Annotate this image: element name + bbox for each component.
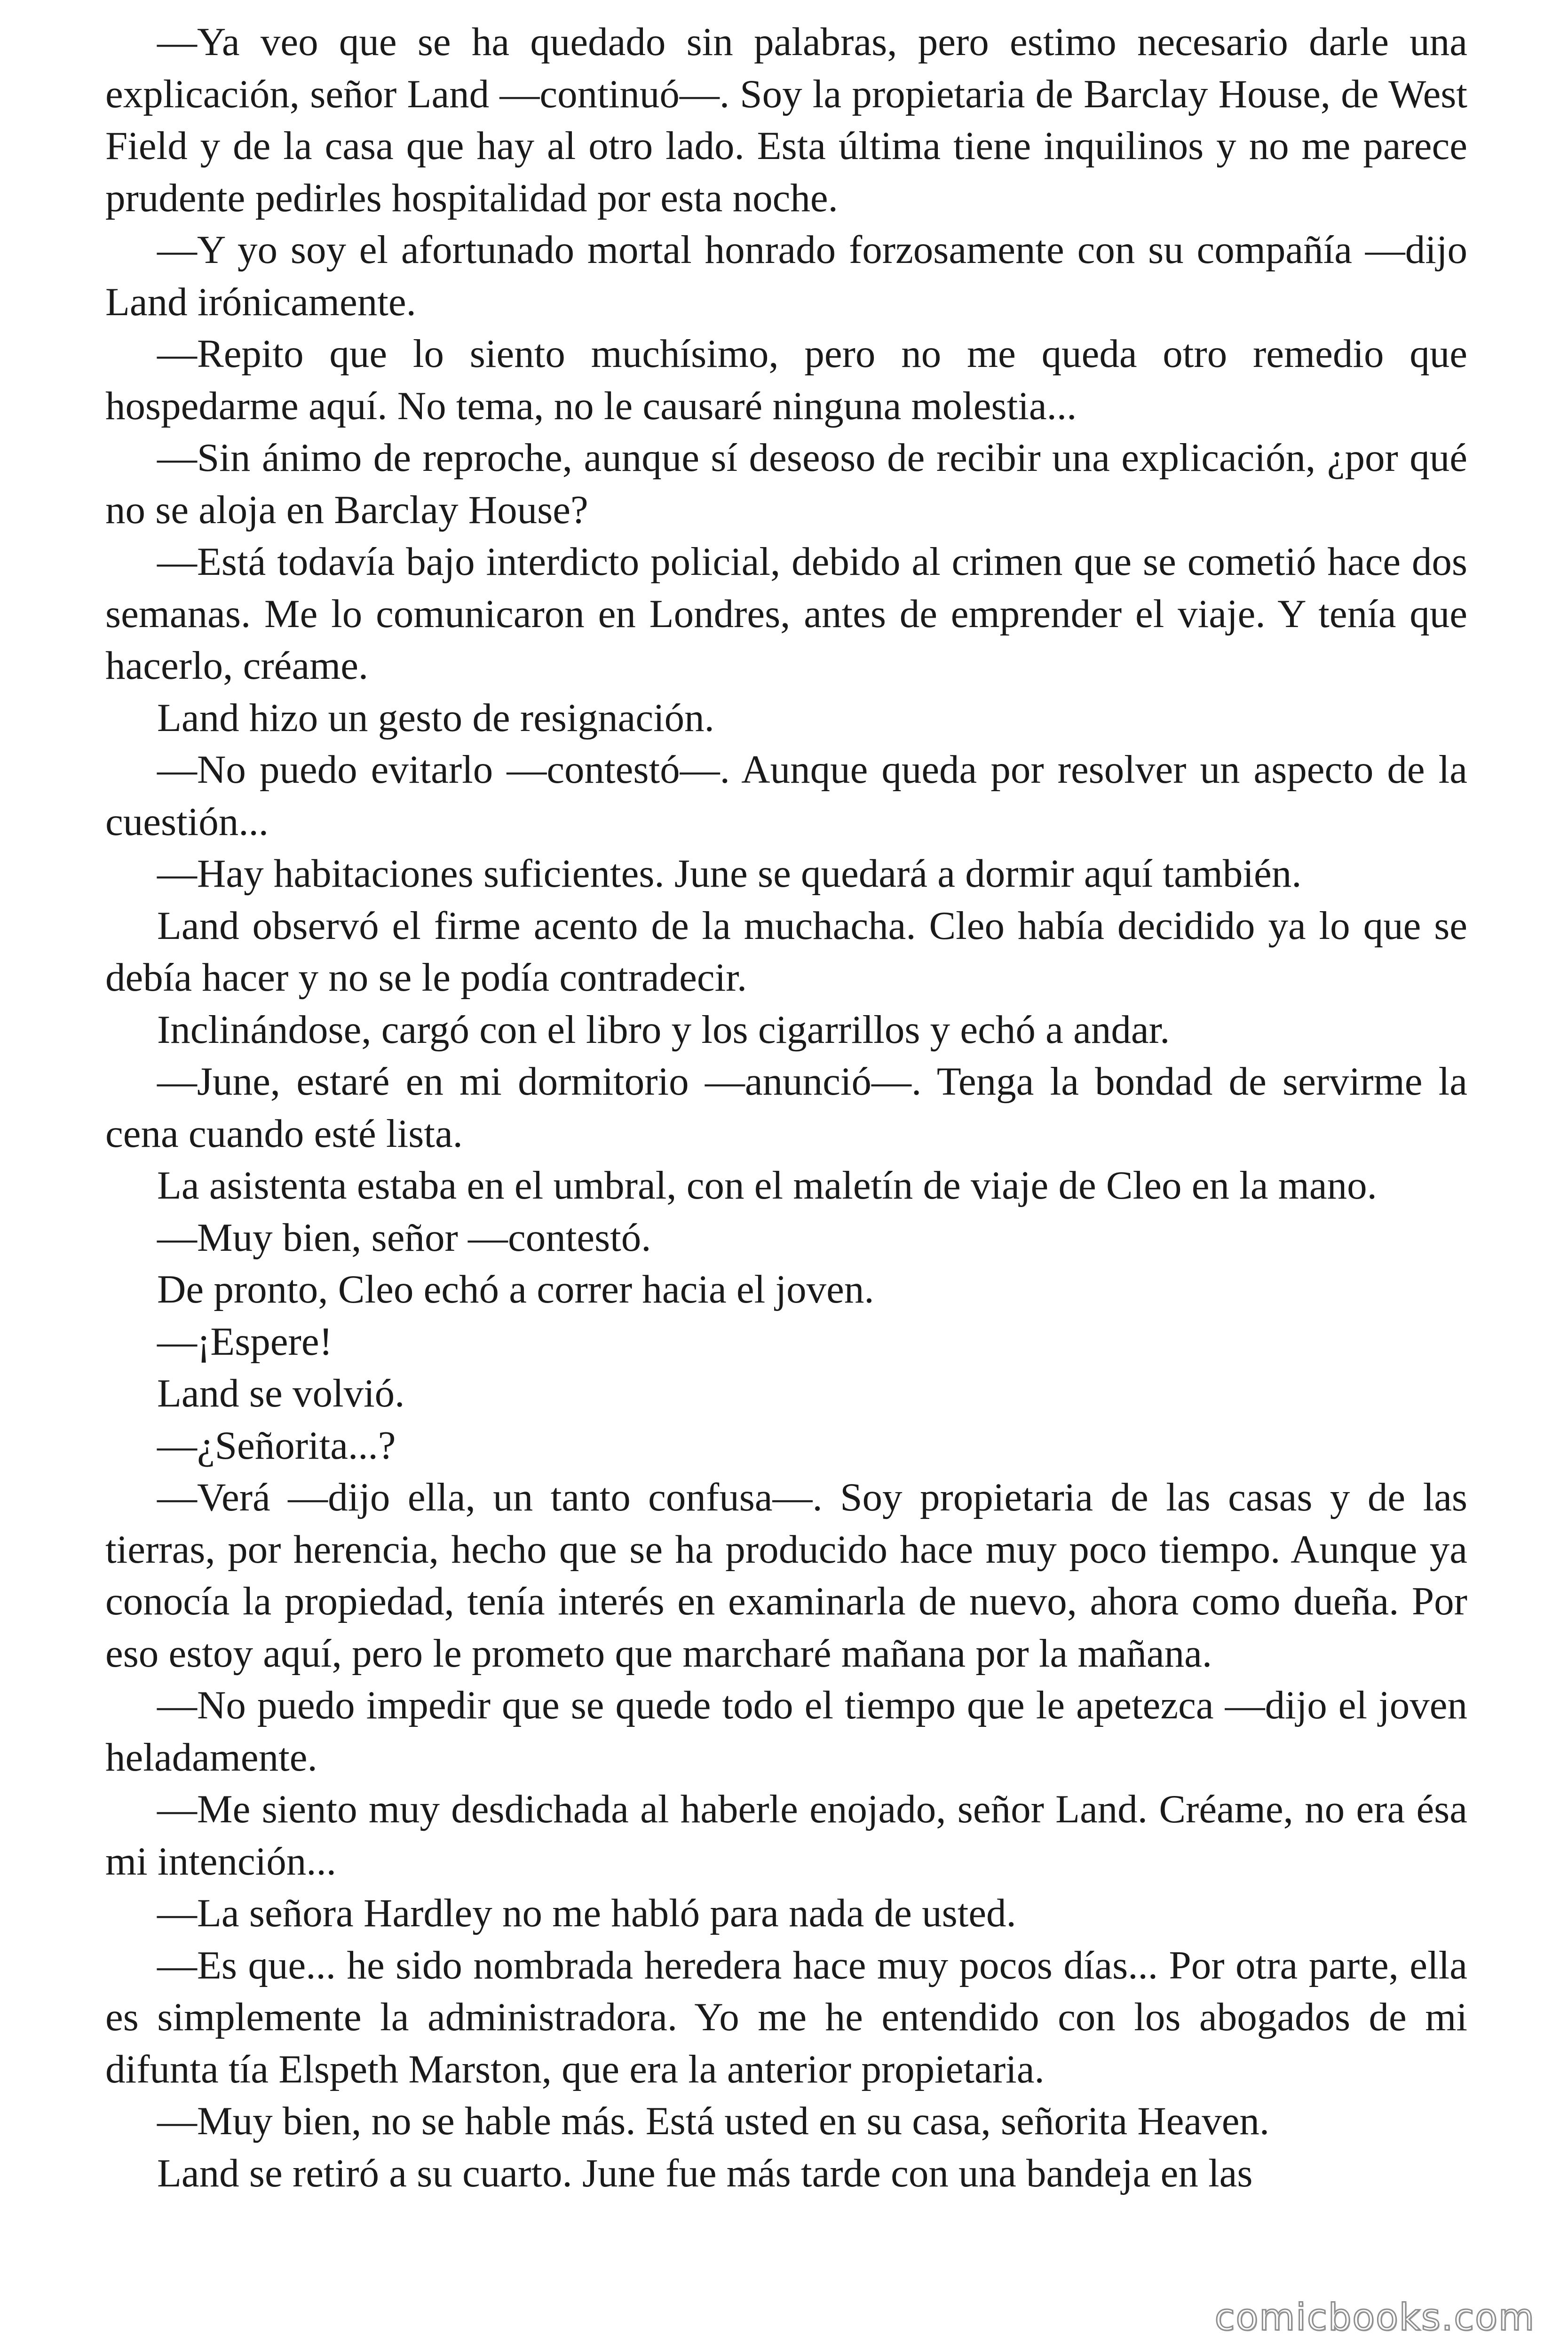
paragraph: —June, estaré en mi dormitorio —anunció—. Tenga la bondad de servirme la cena cuando esté lista.: [105, 1059, 1467, 1156]
paragraph: Land se volvió.: [157, 1371, 405, 1415]
paragraph: —Repito que lo siento muchísimo, pero no me queda otro remedio que hospedarme aquí. No tema, no le causaré ninguna molestia...: [105, 332, 1467, 428]
paragraph: De pronto, Cleo echó a correr hacia el joven.: [157, 1267, 874, 1311]
paragraph: —Muy bien, no se hable más. Está usted en su casa, señorita Heaven.: [157, 2099, 1270, 2143]
paragraph: —Muy bien, señor —contestó.: [157, 1215, 651, 1260]
paragraph: —La señora Hardley no me habló para nada de usted.: [157, 1891, 1016, 1935]
paragraph: Land se retiró a su cuarto. June fue más tarde con una bandeja en las: [157, 2151, 1253, 2195]
paragraph: —Y yo soy el afortunado mortal honrado forzosamente con su compañía —dijo Land irónicamente.: [105, 228, 1467, 324]
paragraph: —Me siento muy desdichada al haberle enojado, señor Land. Créame, no era ésa mi intención...: [105, 1787, 1467, 1883]
paragraph: —Verá —dijo ella, un tanto confusa—. Soy propietaria de las casas y de las tierras, por herencia, hecho que se ha producido hace muy poco tiempo. Aunque ya conocía la propiedad, tenía interés en examinarla de nuevo, ahora como dueña. Por eso estoy aquí, pero le prometo que marcharé mañana por la mañana.: [105, 1475, 1467, 1676]
paragraph: —¡Espere!: [157, 1319, 333, 1364]
paragraph: —Ya veo que se ha quedado sin palabras, pero estimo necesario darle una explicación, señor Land —continuó—. Soy la propietaria de Barclay House, de West Field y de la casa que hay al otro lado. Esta última tiene inquilinos y no me parece prudente pedirles hospitalidad por esta noche.: [105, 20, 1467, 220]
paragraph: Land observó el firme acento de la muchacha. Cleo había decidido ya lo que se debía hacer y no se le podía contradecir.: [105, 903, 1467, 1000]
paragraph: Inclinándose, cargó con el libro y los cigarrillos y echó a andar.: [157, 1007, 1170, 1052]
paragraph: —¿Señorita...?: [157, 1423, 396, 1468]
paragraph: —No puedo impedir que se quede todo el tiempo que le apetezca —dijo el joven heladamente.: [105, 1683, 1467, 1780]
paragraph: Land hizo un gesto de resignación.: [157, 695, 714, 740]
page-text: [105, 16, 1467, 2199]
paragraph: —No puedo evitarlo —contestó—. Aunque queda por resolver un aspecto de la cuestión...: [105, 747, 1467, 844]
paragraph: —Hay habitaciones suficientes. June se quedará a dormir aquí también.: [157, 851, 1302, 896]
paragraph: —Sin ánimo de reproche, aunque sí deseoso de recibir una explicación, ¿por qué no se aloja en Barclay House?: [105, 436, 1467, 532]
paragraph: —Está todavía bajo interdicto policial, debido al crimen que se cometió hace dos semanas. Me lo comunicaron en Londres, antes de emprender el viaje. Y tenía que hacerlo, créame.: [105, 540, 1467, 688]
paragraph: La asistenta estaba en el umbral, con el maletín de viaje de Cleo en la mano.: [157, 1163, 1377, 1208]
watermark: comicbooks.com: [1214, 2296, 1535, 2339]
paragraph: —Es que... he sido nombrada heredera hace muy pocos días... Por otra parte, ella es simplemente la administradora. Yo me he entendido con los abogados de mi difunta tía Elspeth Marston, que era la anterior propietaria.: [105, 1943, 1467, 2091]
